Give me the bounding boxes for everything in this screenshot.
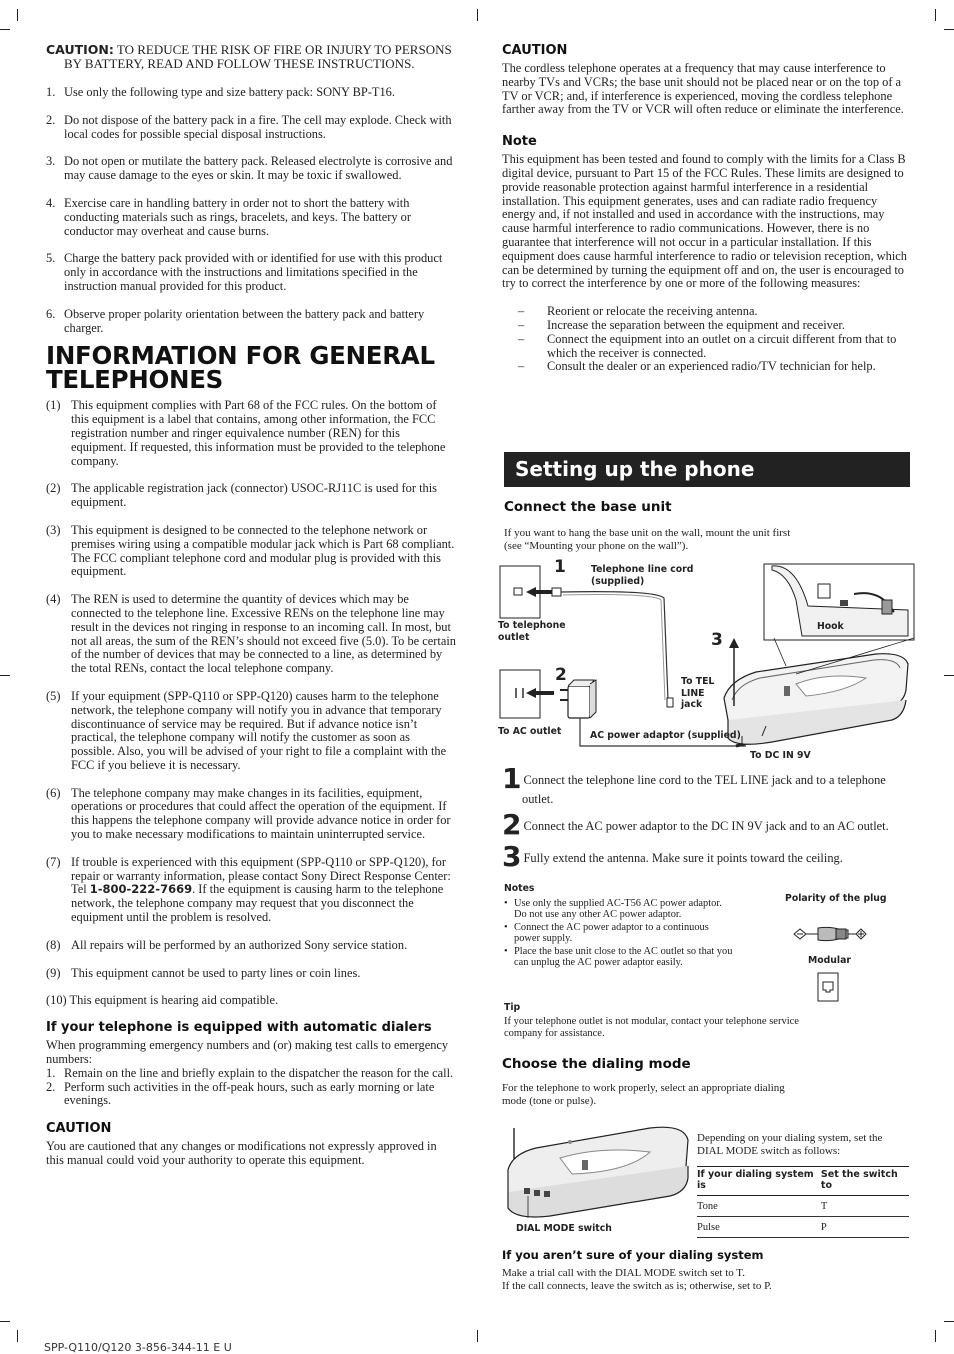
list-item: 2. Do not dispose of the battery pack in a fire. The cell may explode. Check with local codes for possible special disposal instructions. [46,112,452,141]
step-2: 2 Connect the AC power adaptor to the DC IN 9V jack and to an AC outlet. [502,808,889,841]
telephone-outlet-label: To telephone outlet [498,620,566,643]
list-item: – Increase the separation between the equipment and receiver. [518,317,845,332]
table-header: If your dialing system is [697,1167,821,1196]
crop-mark [944,1321,954,1322]
crop-mark [477,9,478,21]
table-row [697,1217,909,1238]
polarity-plug-icon [792,920,868,950]
cord-label: Telephone line cord (supplied) [591,564,694,587]
unsure-heading: If you aren’t sure of your dialing system [502,1248,764,1262]
unsure-text: Make a trial call with the DIAL MODE switch set to T. If the call connects, leave the switch as is; otherwise, set to P. [502,1267,772,1292]
list-item: (9) This equipment cannot be used to party lines or coin lines. [46,965,361,980]
ac-outlet-label: To AC outlet [498,726,562,737]
fcc-list [46,399,456,1008]
step-1: 1 Connect the telephone line cord to the TEL LINE jack and to a telephone outlet. [502,762,886,806]
diagram-step-2: 2 [555,665,567,685]
list-item: 1. Remain on the line and briefly explain to the dispatcher the reason for the call. [46,1065,454,1080]
crop-mark [944,29,954,30]
table-row [697,1196,909,1217]
crop-mark [0,1321,10,1322]
crop-mark [935,1330,936,1342]
crop-mark [944,675,954,676]
phone-number: 1-800-222-7669 [89,882,193,897]
list-item: (5) If your equipment (SPP-Q110 or SPP-Q120) causes harm to the telephone network, the telephone company will notify you in advance that temporary discontinuance of service may be required. But if advance notice isn’t practical, the telephone company will notify the customer as soon as possible. Also, you will be advised of your right to file a complaint with the FCC if you believe it is necessary. [46,688,447,772]
hook-label: Hook [817,621,844,632]
battery-caution [46,43,456,71]
crop-mark [17,9,18,21]
crop-mark [17,1330,18,1342]
arrow-up-icon [729,638,739,648]
step-3: 3 Fully extend the antenna. Make sure it points toward the ceiling. [502,840,843,873]
crop-mark [0,29,10,30]
notes-heading: Notes [504,883,535,894]
notes-list [504,898,734,970]
auto-dialers-heading: If your telephone is equipped with automatic dialers [46,1020,432,1036]
modular-jack-icon [817,972,839,1002]
list-item: 4. Exercise care in handling battery in order not to short the battery with conducting materials such as rings, bracelets, and keys. The battery or conductor may overheat and cause burns. [46,195,411,238]
note-heading: Note [502,134,537,150]
list-item: – Connect the equipment into an outlet on a circuit different from that to which the receiver is connected. [518,331,897,360]
list-item: • Place the base unit close to the AC outlet so that you can unplug the AC power adaptor easily. [504,945,733,969]
footer-code: SPP-Q110/Q120 3-856-344-11 E U [44,1341,232,1354]
dialing-intro: For the telephone to work properly, select an appropriate dialing mode (tone or pulse). [502,1082,785,1107]
list-item: (8) All repairs will be performed by an authorized Sony service station. [46,937,408,952]
list-item: (7) If trouble is experienced with this equipment (SPP-Q110 or SPP-Q120), for repair or warranty information, please contact Sony Direct Response Center: Tel 1-800-222-7669. If the equipment is causing harm to the telephone network, the telephone company may request that you disconnect the equipment until the problem is resolved. [46,854,451,925]
list-item: (6) The telephone company may make changes in its facilities, equipment, operations or procedures that could affect the operation of the equipment. If this happens the telephone company will provide advance notice in order for you to make necessary modifications to maintain uninterrupted service. [46,785,451,842]
list-item: 1. Use only the following type and size battery pack: SONY BP-T16. [46,85,395,99]
table-cell: Pulse [697,1217,821,1238]
dial-mode-diagram [500,1122,694,1226]
right-column [502,43,910,374]
list-item: (3) This equipment is designed to be connected to the telephone network or premises wiring using a compatible modular jack which is Part 68 compliant. The FCC compliant telephone cord and modular plug is provided with this equipment. [46,522,455,579]
crop-mark [477,1330,478,1342]
table-header-row [697,1167,909,1196]
caution-modification-text: You are cautioned that any changes or modifications not expressly approved in this manual could void your authority to operate this equipment. [46,1139,437,1168]
list-item: 3. Do not open or mutilate the battery pack. Released electrolyte is corrosive and may cause damage to the eyes or skin. It may be toxic if swallowed. [46,154,453,183]
auto-dialers-list [46,1067,456,1108]
measures-list [502,305,910,374]
notes-block [504,883,734,969]
modular-label: Modular [808,955,851,966]
polarity-label: Polarity of the plug [785,893,887,904]
list-item: 6. Observe proper polarity orientation between the battery pack and battery charger. [46,306,425,335]
connect-heading: Connect the base unit [504,499,672,515]
ac-adaptor-label: AC power adaptor (supplied) [590,730,741,741]
dial-mode-table [697,1166,909,1238]
table-cell: Tone [697,1196,821,1217]
list-item: • Use only the supplied AC-T56 AC power adaptor. Do not use any other AC power adaptor. [504,897,722,921]
dialing-heading: Choose the dialing mode [502,1056,691,1072]
table-cell: T [821,1196,909,1217]
list-item: – Reorient or relocate the receiving antenna. [518,304,758,319]
connect-intro: If you want to hang the base unit on the wall, mount the unit first (see “Mounting your phone on the wall”). [504,527,791,552]
note-text: This equipment has been tested and found to comply with the limits for a Class B digital device, pursuant to Part 15 of the FCC Rules. These limits are designed to provide reasonable protection against harmful interference in a residential installation. This equipment generates, uses and can radiate radio frequency energy and, if not installed and used in accordance with the instructions, may cause harmful interference to radio communications. However, there is no guarantee that interference will not occur in a particular installation. If this equipment does cause harmful interference to radio or television reception, which can be determined by turning the equipment off and on, the user is encouraged to try to correct the interference by one or more of the following measures: [502,152,907,291]
list-item: – Consult the dealer or an experienced radio/TV technician for help. [518,359,876,374]
list-item: 2. Perform such activities in the off-peak hours, such as early morning or late evenings. [46,1079,435,1108]
table-header: Set the switch to [821,1167,909,1196]
list-item: (10) This equipment is hearing aid compatible. [46,993,279,1008]
dial-mode-switch-label: DIAL MODE switch [516,1223,612,1234]
caution-label: CAUTION: [46,42,114,57]
tel-line-label: To TEL LINE jack [681,676,715,710]
battery-list [46,86,456,335]
banner-title: Setting up the phone [515,457,755,481]
ac-adaptor [568,686,590,718]
caution-heading: CAUTION [502,43,568,58]
setup-banner [504,452,910,487]
left-column [46,43,456,1168]
crop-mark [0,675,10,676]
dialing-side-text: Depending on your dialing system, set the DIAL MODE switch as follows: [697,1132,883,1157]
caution-heading: CAUTION [46,1121,112,1137]
diagram-step-3: 3 [711,630,723,650]
setup-steps [502,762,902,873]
dc-in-label: To DC IN 9V [750,750,811,761]
list-item: • Connect the AC power adaptor to a continuous power supply. [504,921,709,945]
list-item: (4) The REN is used to determine the quantity of devices which may be connected to the telephone line. Excessive RENs on the telephone line may result in the devices not ringing in response to an incoming call. In most, but not all areas, the sum of the REN’s should not exceed five (5.0). To be certain of the number of devices that may be connected to a line, as determined by the total RENs, contact the local telephone company. [46,592,456,676]
tip-text: If your telephone outlet is not modular, contact your telephone service company for assistance. [504,1016,799,1039]
caution-tv-text: The cordless telephone operates at a frequency that may cause interference to nearby TVs and VCRs; the base unit should not be placed near or on the top of a TV or VCR; and, if interference is experienced, moving the cordless telephone farther away from the TV or VCR will often reduce or eliminate the interference. [502,61,904,117]
list-item: 5. Charge the battery pack provided with or identified for use with this product only in accordance with the instructions and limitations specified in the instruction manual provided for this product. [46,251,443,293]
diagram-step-1: 1 [554,557,566,577]
list-item: (2) The applicable registration jack (connector) USOC-RJ11C is used for this equipment. [46,481,438,510]
crop-mark [935,9,936,21]
auto-dialers-intro: When programming emergency numbers and (or) making test calls to emergency numbers: [46,1038,449,1067]
list-item: (1) This equipment complies with Part 68 of the FCC rules. On the bottom of this equipment is a label that contains, among other information, the FCC registration number and ringer equivalence number (REN) for this equipment. If requested, this information must be provided to the telephone company. [46,398,446,468]
caution-text: TO REDUCE THE RISK OF FIRE OR INJURY TO PERSONS BY BATTERY, READ AND FOLLOW THESE INSTRUCTIONS. [64,42,452,71]
section-title: INFORMATION FOR GENERAL TELEPHONES [46,341,435,395]
tip-heading: Tip [504,1002,521,1013]
table-cell: P [821,1217,909,1238]
